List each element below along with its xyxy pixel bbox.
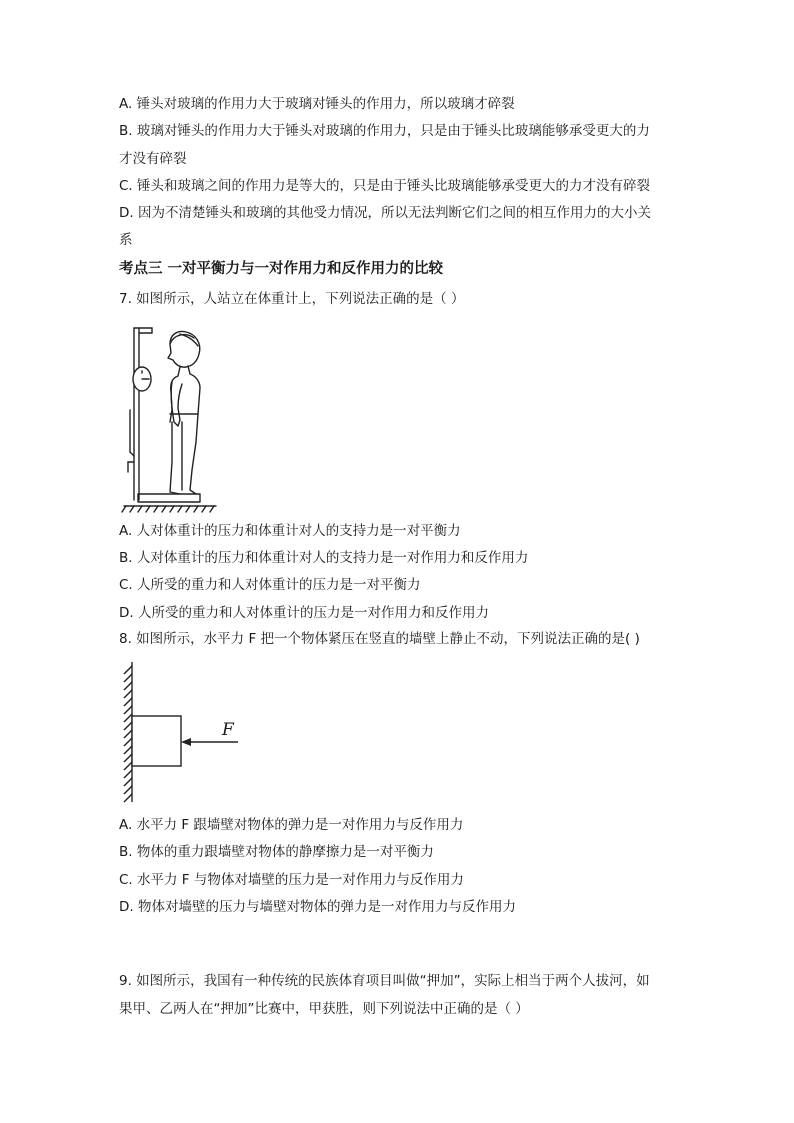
q6-option-b-line2: 才没有碎裂 — [119, 151, 187, 167]
force-f-label: F — [222, 720, 234, 740]
q6-option-d-line2: 系 — [119, 232, 133, 248]
q8-option-d: D. 物体对墙壁的压力与墙壁对物体的弹力是一对作用力与反作用力 — [119, 899, 516, 915]
q6-option-a: A. 锤头对玻璃的作用力大于玻璃对锤头的作用力，所以玻璃才碎裂 — [119, 96, 515, 112]
person-on-scale-figure — [120, 322, 220, 514]
q8-option-a: A. 水平力 F 跟墙壁对物体的弹力是一对作用力与反作用力 — [119, 817, 464, 833]
q7-option-c: C. 人所受的重力和人对体重计的压力是一对平衡力 — [119, 577, 421, 593]
q7-option-a: A. 人对体重计的压力和体重计对人的支持力是一对平衡力 — [119, 523, 461, 539]
q8-stem: 8. 如图所示，水平力 F 把一个物体紧压在竖直的墙壁上静止不动，下列说法正确的是( ) — [119, 631, 640, 647]
q9-stem-line2: 果甲、乙两人在“押加”比赛中，甲获胜，则下列说法中正确的是（ ） — [119, 1001, 529, 1017]
q8-option-c: C. 水平力 F 与物体对墙壁的压力是一对作用力与反作用力 — [119, 872, 464, 888]
wall-block-figure — [118, 660, 258, 806]
q6-option-b-line1: B. 玻璃对锤头的作用力大于锤头对玻璃的作用力，只是由于锤头比玻璃能够承受更大的力 — [119, 123, 650, 139]
q6-option-d-line1: D. 因为不清楚锤头和玻璃的其他受力情况，所以无法判断它们之间的相互作用力的大小关 — [119, 205, 651, 221]
q7-option-d: D. 人所受的重力和人对体重计的压力是一对作用力和反作用力 — [119, 605, 489, 621]
q9-stem-line1: 9. 如图所示，我国有一种传统的民族体育项目叫做“押加”，实际上相当于两个人拔河，如 — [119, 973, 650, 989]
section-heading: 考点三 一对平衡力与一对作用力和反作用力的比较 — [119, 261, 444, 277]
q8-option-b: B. 物体的重力跟墙壁对物体的静摩擦力是一对平衡力 — [119, 844, 434, 860]
q7-stem: 7. 如图所示，人站立在体重计上，下列说法正确的是（ ） — [119, 291, 465, 307]
q7-option-b: B. 人对体重计的压力和体重计对人的支持力是一对作用力和反作用力 — [119, 550, 529, 566]
q6-option-c: C. 锤头和玻璃之间的作用力是等大的，只是由于锤头比玻璃能够承受更大的力才没有碎裂 — [119, 178, 651, 194]
